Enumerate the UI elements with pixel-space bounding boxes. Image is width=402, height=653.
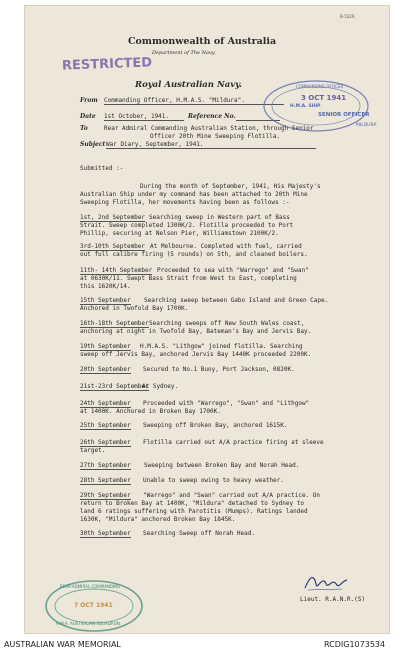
entry-text-line: Proceeded to sea with "Warrego" and "Swan" xyxy=(157,267,309,274)
entry-text-line: at 0630K/11. Swept Bass Strait from West to East, completing xyxy=(80,275,297,282)
entry-text-line: target. xyxy=(80,447,106,454)
from-label: From xyxy=(80,97,98,104)
entry-text-line: Secured to No.1 Buoy, Port Jackson, 0820K. xyxy=(143,366,295,373)
entry-date: 29th September xyxy=(80,492,131,499)
restricted-stamp: RESTRICTED xyxy=(61,55,153,74)
service-heading: Royal Australian Navy. xyxy=(135,80,243,90)
entry-date: 11th- 14th September xyxy=(80,267,153,274)
entry-text-line: Searching sweep between Gabo Island and Green Cape. xyxy=(144,297,329,304)
entry-text-line: "Warrego" and "Swan" carried out A/A practice. On xyxy=(143,492,321,499)
intro-line-3: Sweeping Flotilla, her movements having been as follows :- xyxy=(80,199,290,206)
entry-text-line: Phillip, securing at Nelson Pier, Williamstown 2100K/2. xyxy=(80,230,279,237)
entry-text-line: at 1400K. Anchored in Broken Bay 1700K. xyxy=(80,408,221,415)
document-title: Commonwealth of Australia xyxy=(128,36,277,47)
subject-label: Subject xyxy=(80,141,106,148)
entry-text-line: H.M.A.S. "Lithgow" joined flotilla. Searching xyxy=(140,343,303,350)
date-value: 1st October, 1941. xyxy=(104,113,184,121)
to-line-2: Officer 20th Mine Sweeping Flotilla. xyxy=(150,133,281,140)
entry-date: 21st-23rd September xyxy=(80,383,149,390)
entry-text-line: Unable to sweep owing to heavy weather. xyxy=(143,477,284,484)
entry-text-line: Searching sweeps off New South Wales coast, xyxy=(149,320,305,327)
received-stamp-line1: COMMANDING OFFICER xyxy=(296,84,344,89)
entry-text-line: Searching sweep in Western part of Bass xyxy=(149,214,290,221)
received-stamp-line4: SENIOR OFFICER xyxy=(318,112,370,118)
entry-text-line: Flotilla carried out A/A practice firing at sleeve xyxy=(143,439,324,446)
intro-line-1: During the month of September, 1941, His Majesty's xyxy=(140,183,321,190)
handwritten-signature xyxy=(302,572,350,594)
bottom-stamp-bottom: H.M.A. AUSTRALIAN SQUADRON xyxy=(56,621,120,626)
entry-text-line: out full calibre firing (5 rounds) on 5th, and cleaned boilers. xyxy=(80,251,308,258)
entry-text-line: anchoring at night in Twofold Bay, Bateman's Bay and Jervis Bay. xyxy=(80,328,312,335)
received-stamp-line3: H.M.A. SHIP xyxy=(290,104,321,109)
entry-text-line: Anchored in Twofold Bay 1700K. xyxy=(80,305,189,312)
entry-date: 26th September xyxy=(80,439,131,446)
entry-date: 20th September xyxy=(80,366,131,373)
reference-label: Reference No. xyxy=(188,113,236,120)
bottom-stamp-date: 7 OCT 1941 xyxy=(74,602,113,609)
entry-text-line: this 1620K/14. xyxy=(80,283,131,290)
footer-left: AUSTRALIAN WAR MEMORIAL xyxy=(4,640,121,649)
entry-date: 19th September xyxy=(80,343,131,350)
entry-text-line: Strait. Sweep completed 1300K/2. Flotilla proceeded to Port xyxy=(80,222,294,229)
entry-text-line: Proceeded with "Warrego", "Swan" and "Lithgow" xyxy=(143,400,310,407)
department-line: Department of The Navy. xyxy=(152,50,216,56)
to-line-1: Rear Admiral Commanding Australian Station, through Senior xyxy=(104,125,314,132)
entry-text-line: Sweeping between Broken Bay and Norah Head. xyxy=(144,462,300,469)
entry-date: 15th September xyxy=(80,297,131,304)
entry-date: 30th September xyxy=(80,530,131,537)
entry-text-line: Searching Sweep off Norah Head. xyxy=(143,530,255,537)
entry-date: 27th September xyxy=(80,462,131,469)
to-label: To xyxy=(80,125,88,132)
entry-text-line: At Sydney. xyxy=(142,383,179,390)
from-value: Commanding Officer, H.M.A.S. "Mildura". xyxy=(104,97,284,105)
date-label: Date xyxy=(80,113,96,120)
received-stamp-date: 3 OCT 1941 xyxy=(301,94,347,102)
reference-code: B-5229 xyxy=(340,14,355,19)
entry-date: 25th September xyxy=(80,422,131,429)
entry-date: 16th-18th September xyxy=(80,320,149,327)
intro-line-2: Australian Ship under my command has been attached to 20th Mine xyxy=(80,191,308,198)
entry-date: 28th September xyxy=(80,477,131,484)
subject-value: War Diary, September, 1941. xyxy=(106,141,316,149)
footer-right: RCDIG1073534 xyxy=(324,640,386,649)
bottom-stamp-top: REAR-ADMIRAL COMMANDING xyxy=(60,584,121,589)
entry-text-line: return to Broken Bay at 1400K, "Mildura" detached to Sydney to xyxy=(80,500,304,507)
submitted-line: Submitted :- xyxy=(80,165,124,172)
entry-text-line: land 6 ratings suffering with Parotitis (Mumps). Ratings landed xyxy=(80,508,308,515)
received-stamp-line5: MILDURA xyxy=(356,123,377,128)
entry-text-line: 1630K, "Mildura" anchored Broken Bay 1845K. xyxy=(80,516,236,523)
signature-title: Lieut. R.A.N.R.(S) xyxy=(300,596,366,603)
entry-date: 1st, 2nd September xyxy=(80,214,146,221)
entry-date: 3rd-10th September xyxy=(80,243,146,250)
entry-text-line: Sweeping off Broken Bay, anchored 1615K. xyxy=(143,422,288,429)
entry-text-line: sweep off Jervis Bay, anchored Jervis Bay 1440K proceeded 2200K. xyxy=(80,351,312,358)
entry-date: 24th September xyxy=(80,400,131,407)
entry-text-line: At Melbourne. Completed with fuel, carried xyxy=(150,243,302,250)
